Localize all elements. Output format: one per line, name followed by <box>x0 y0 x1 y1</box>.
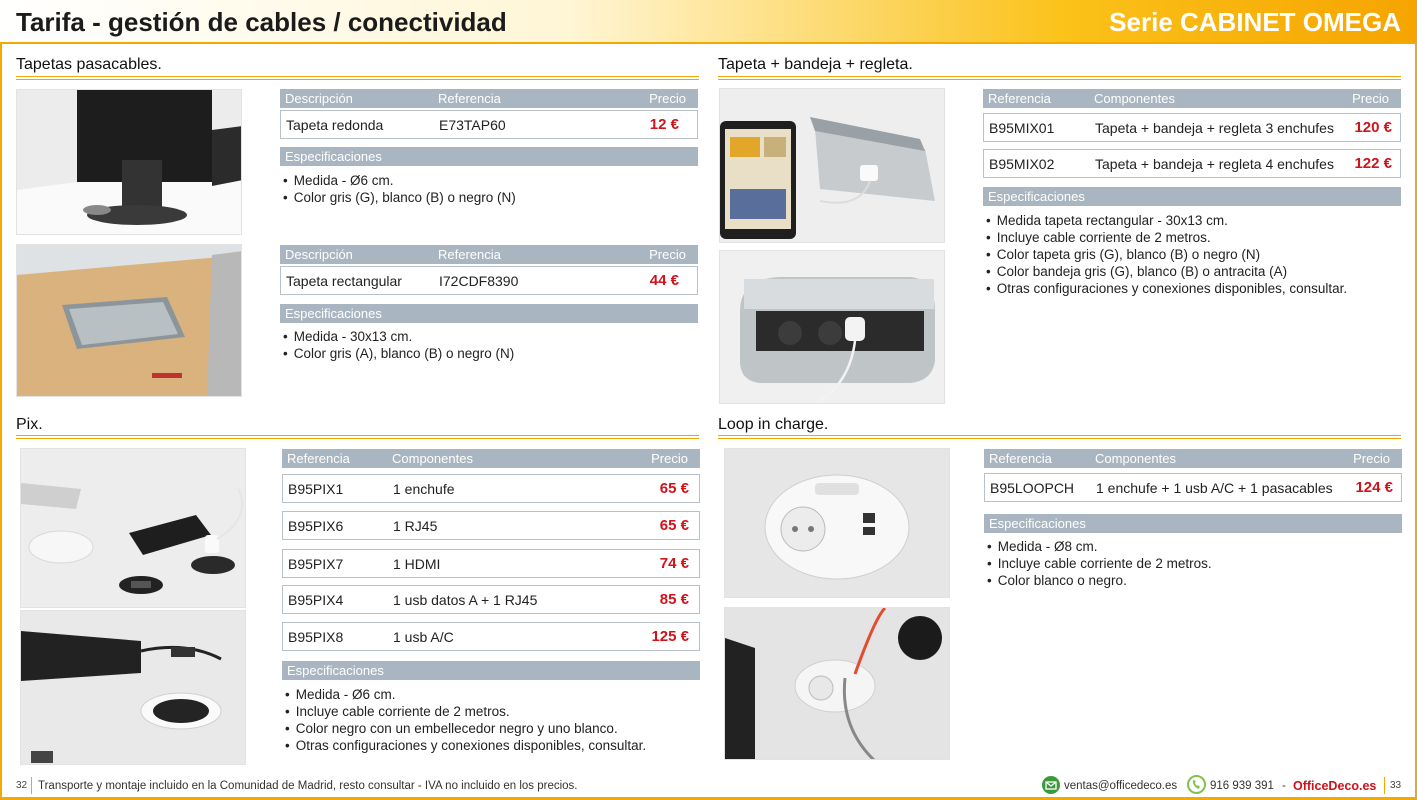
header-referencia: Referencia <box>438 247 501 262</box>
table-header-pix <box>282 449 700 468</box>
section-rule <box>718 435 1401 439</box>
header-referencia: Referencia <box>989 451 1052 466</box>
spec-item: • Incluye cable corriente de 2 metros. <box>986 229 1347 246</box>
header-precio: Precio <box>649 91 686 106</box>
header-referencia: Referencia <box>988 91 1051 106</box>
spec-item: • Medida - Ø6 cm. <box>285 686 646 703</box>
table-header-tapeta-redonda <box>280 89 698 108</box>
spec-item: • Color gris (G), blanco (B) o negro (N) <box>283 189 516 206</box>
table-header-mix <box>983 89 1401 108</box>
phone-icon <box>1187 775 1206 794</box>
spec-item: • Otras configuraciones y conexiones disponibles, consultar. <box>986 280 1347 297</box>
cell-componentes: 1 usb datos A + 1 RJ45 <box>393 592 538 608</box>
spec-title: Especificaciones <box>282 661 700 680</box>
cell-precio: 122 € <box>1354 155 1392 172</box>
page-number-right: 33 <box>1390 780 1402 791</box>
spec-item: • Color tapeta gris (G), blanco (B) o negro (N) <box>986 246 1347 263</box>
page-header <box>0 0 1417 44</box>
header-descripcion: Descripción <box>285 91 353 106</box>
spec-item: • Medida - Ø8 cm. <box>987 538 1212 555</box>
header-descripcion: Descripción <box>285 247 353 262</box>
section-title-tapetas: Tapetas pasacables. <box>16 56 162 73</box>
table-row <box>280 110 698 139</box>
spec-item: • Color negro con un embellecedor negro y uno blanco. <box>285 720 646 737</box>
product-photo-pix-phone <box>20 448 246 608</box>
cell-referencia: B95PIX6 <box>288 518 344 534</box>
header-componentes: Componentes <box>1094 91 1175 106</box>
cell-descripcion: Tapeta rectangular <box>286 273 402 289</box>
product-photo-round-grommet <box>16 89 242 235</box>
cell-precio: 12 € <box>649 116 679 133</box>
spec-item: • Medida - Ø6 cm. <box>283 172 516 189</box>
table-row <box>282 474 700 503</box>
footer-divider <box>31 777 32 794</box>
table-row <box>282 585 700 614</box>
product-photo-tray-open <box>719 250 945 404</box>
table-row <box>282 622 700 651</box>
cell-precio: 65 € <box>659 517 689 534</box>
header-precio: Precio <box>1353 451 1390 466</box>
spec-title: Especificaciones <box>983 187 1401 206</box>
spec-list <box>986 212 1347 297</box>
header-referencia: Referencia <box>287 451 350 466</box>
cell-precio: 120 € <box>1354 119 1392 136</box>
cell-precio: 65 € <box>659 480 689 497</box>
cell-componentes: Tapeta + bandeja + regleta 4 enchufes <box>1095 156 1334 172</box>
table-row <box>282 549 700 578</box>
header-precio: Precio <box>651 451 688 466</box>
spec-list <box>285 686 646 754</box>
spec-item: • Color blanco o negro. <box>987 572 1212 589</box>
section-rule <box>718 76 1401 80</box>
cell-componentes: 1 HDMI <box>393 556 441 572</box>
table-header-loop <box>984 449 1402 468</box>
cell-referencia: I72CDF8390 <box>439 273 519 289</box>
table-row <box>280 266 698 295</box>
header-componentes: Componentes <box>1095 451 1176 466</box>
section-title-mix: Tapeta + bandeja + regleta. <box>718 56 913 73</box>
product-photo-pix-black <box>20 610 246 765</box>
page-footer <box>0 772 1417 800</box>
cell-precio: 85 € <box>659 591 689 608</box>
cell-precio: 44 € <box>649 272 679 289</box>
footer-email[interactable]: ventas@officedeco.es <box>1064 780 1178 792</box>
spec-list <box>283 328 514 362</box>
spec-title: Especificaciones <box>984 514 1402 533</box>
table-row <box>983 149 1401 178</box>
spec-list <box>987 538 1212 589</box>
spec-item: • Medida tapeta rectangular - 30x13 cm. <box>986 212 1347 229</box>
page-number-left: 32 <box>16 780 28 791</box>
header-precio: Precio <box>649 247 686 262</box>
table-row <box>983 113 1401 142</box>
spec-title: Especificaciones <box>280 304 698 323</box>
spec-item: • Color bandeja gris (G), blanco (B) o antracita (A) <box>986 263 1347 280</box>
footer-brand[interactable]: OfficeDeco.es <box>1293 779 1377 793</box>
cell-descripcion: Tapeta redonda <box>286 117 384 133</box>
table-row <box>282 511 700 540</box>
header-precio: Precio <box>1352 91 1389 106</box>
series-title: Serie CABINET OMEGA <box>1109 7 1401 37</box>
product-photo-tablet-tray <box>719 88 945 243</box>
cell-referencia: B95PIX4 <box>288 592 344 608</box>
section-rule <box>16 435 699 439</box>
cell-componentes: 1 enchufe + 1 usb A/C + 1 pasacables <box>1096 480 1333 496</box>
spec-item: • Incluye cable corriente de 2 metros. <box>987 555 1212 572</box>
section-title-pix: Pix. <box>16 416 43 433</box>
cell-precio: 125 € <box>651 628 689 645</box>
product-photo-loop-white <box>724 448 950 598</box>
cell-referencia: B95PIX1 <box>288 481 344 497</box>
section-rule <box>16 76 699 80</box>
page-title: Tarifa - gestión de cables / conectividad <box>16 7 507 37</box>
spec-item: • Color gris (A), blanco (B) o negro (N) <box>283 345 514 362</box>
spec-item: • Incluye cable corriente de 2 metros. <box>285 703 646 720</box>
cell-componentes: 1 usb A/C <box>393 629 454 645</box>
footer-divider <box>1384 777 1385 794</box>
cell-referencia: E73TAP60 <box>439 117 506 133</box>
spec-title: Especificaciones <box>280 147 698 166</box>
table-header-tapeta-rectangular <box>280 245 698 264</box>
cell-referencia: B95MIX01 <box>989 120 1055 136</box>
cell-precio: 74 € <box>659 555 689 572</box>
cell-referencia: B95MIX02 <box>989 156 1055 172</box>
section-title-loop: Loop in charge. <box>718 416 829 433</box>
cell-referencia: B95PIX7 <box>288 556 344 572</box>
cell-referencia: B95PIX8 <box>288 629 344 645</box>
email-icon <box>1042 776 1060 794</box>
spec-list <box>283 172 516 206</box>
table-row <box>984 473 1402 502</box>
cell-componentes: 1 RJ45 <box>393 518 438 534</box>
cell-componentes: 1 enchufe <box>393 481 455 497</box>
spec-item: • Otras configuraciones y conexiones disponibles, consultar. <box>285 737 646 754</box>
cell-componentes: Tapeta + bandeja + regleta 3 enchufes <box>1095 120 1334 136</box>
header-componentes: Componentes <box>392 451 473 466</box>
cell-referencia: B95LOOPCH <box>990 480 1075 496</box>
spec-item: • Medida - 30x13 cm. <box>283 328 514 345</box>
product-photo-loop-cables <box>724 607 950 760</box>
cell-precio: 124 € <box>1355 479 1393 496</box>
footer-separator: - <box>1282 780 1286 792</box>
product-photo-rect-grommet <box>16 244 242 397</box>
header-referencia: Referencia <box>438 91 501 106</box>
left-rule <box>0 44 2 800</box>
footer-note: Transporte y montaje incluido en la Comunidad de Madrid, resto consultar - IVA no incluido en los precios. <box>38 780 578 792</box>
footer-phone[interactable]: 916 939 391 <box>1210 780 1274 792</box>
